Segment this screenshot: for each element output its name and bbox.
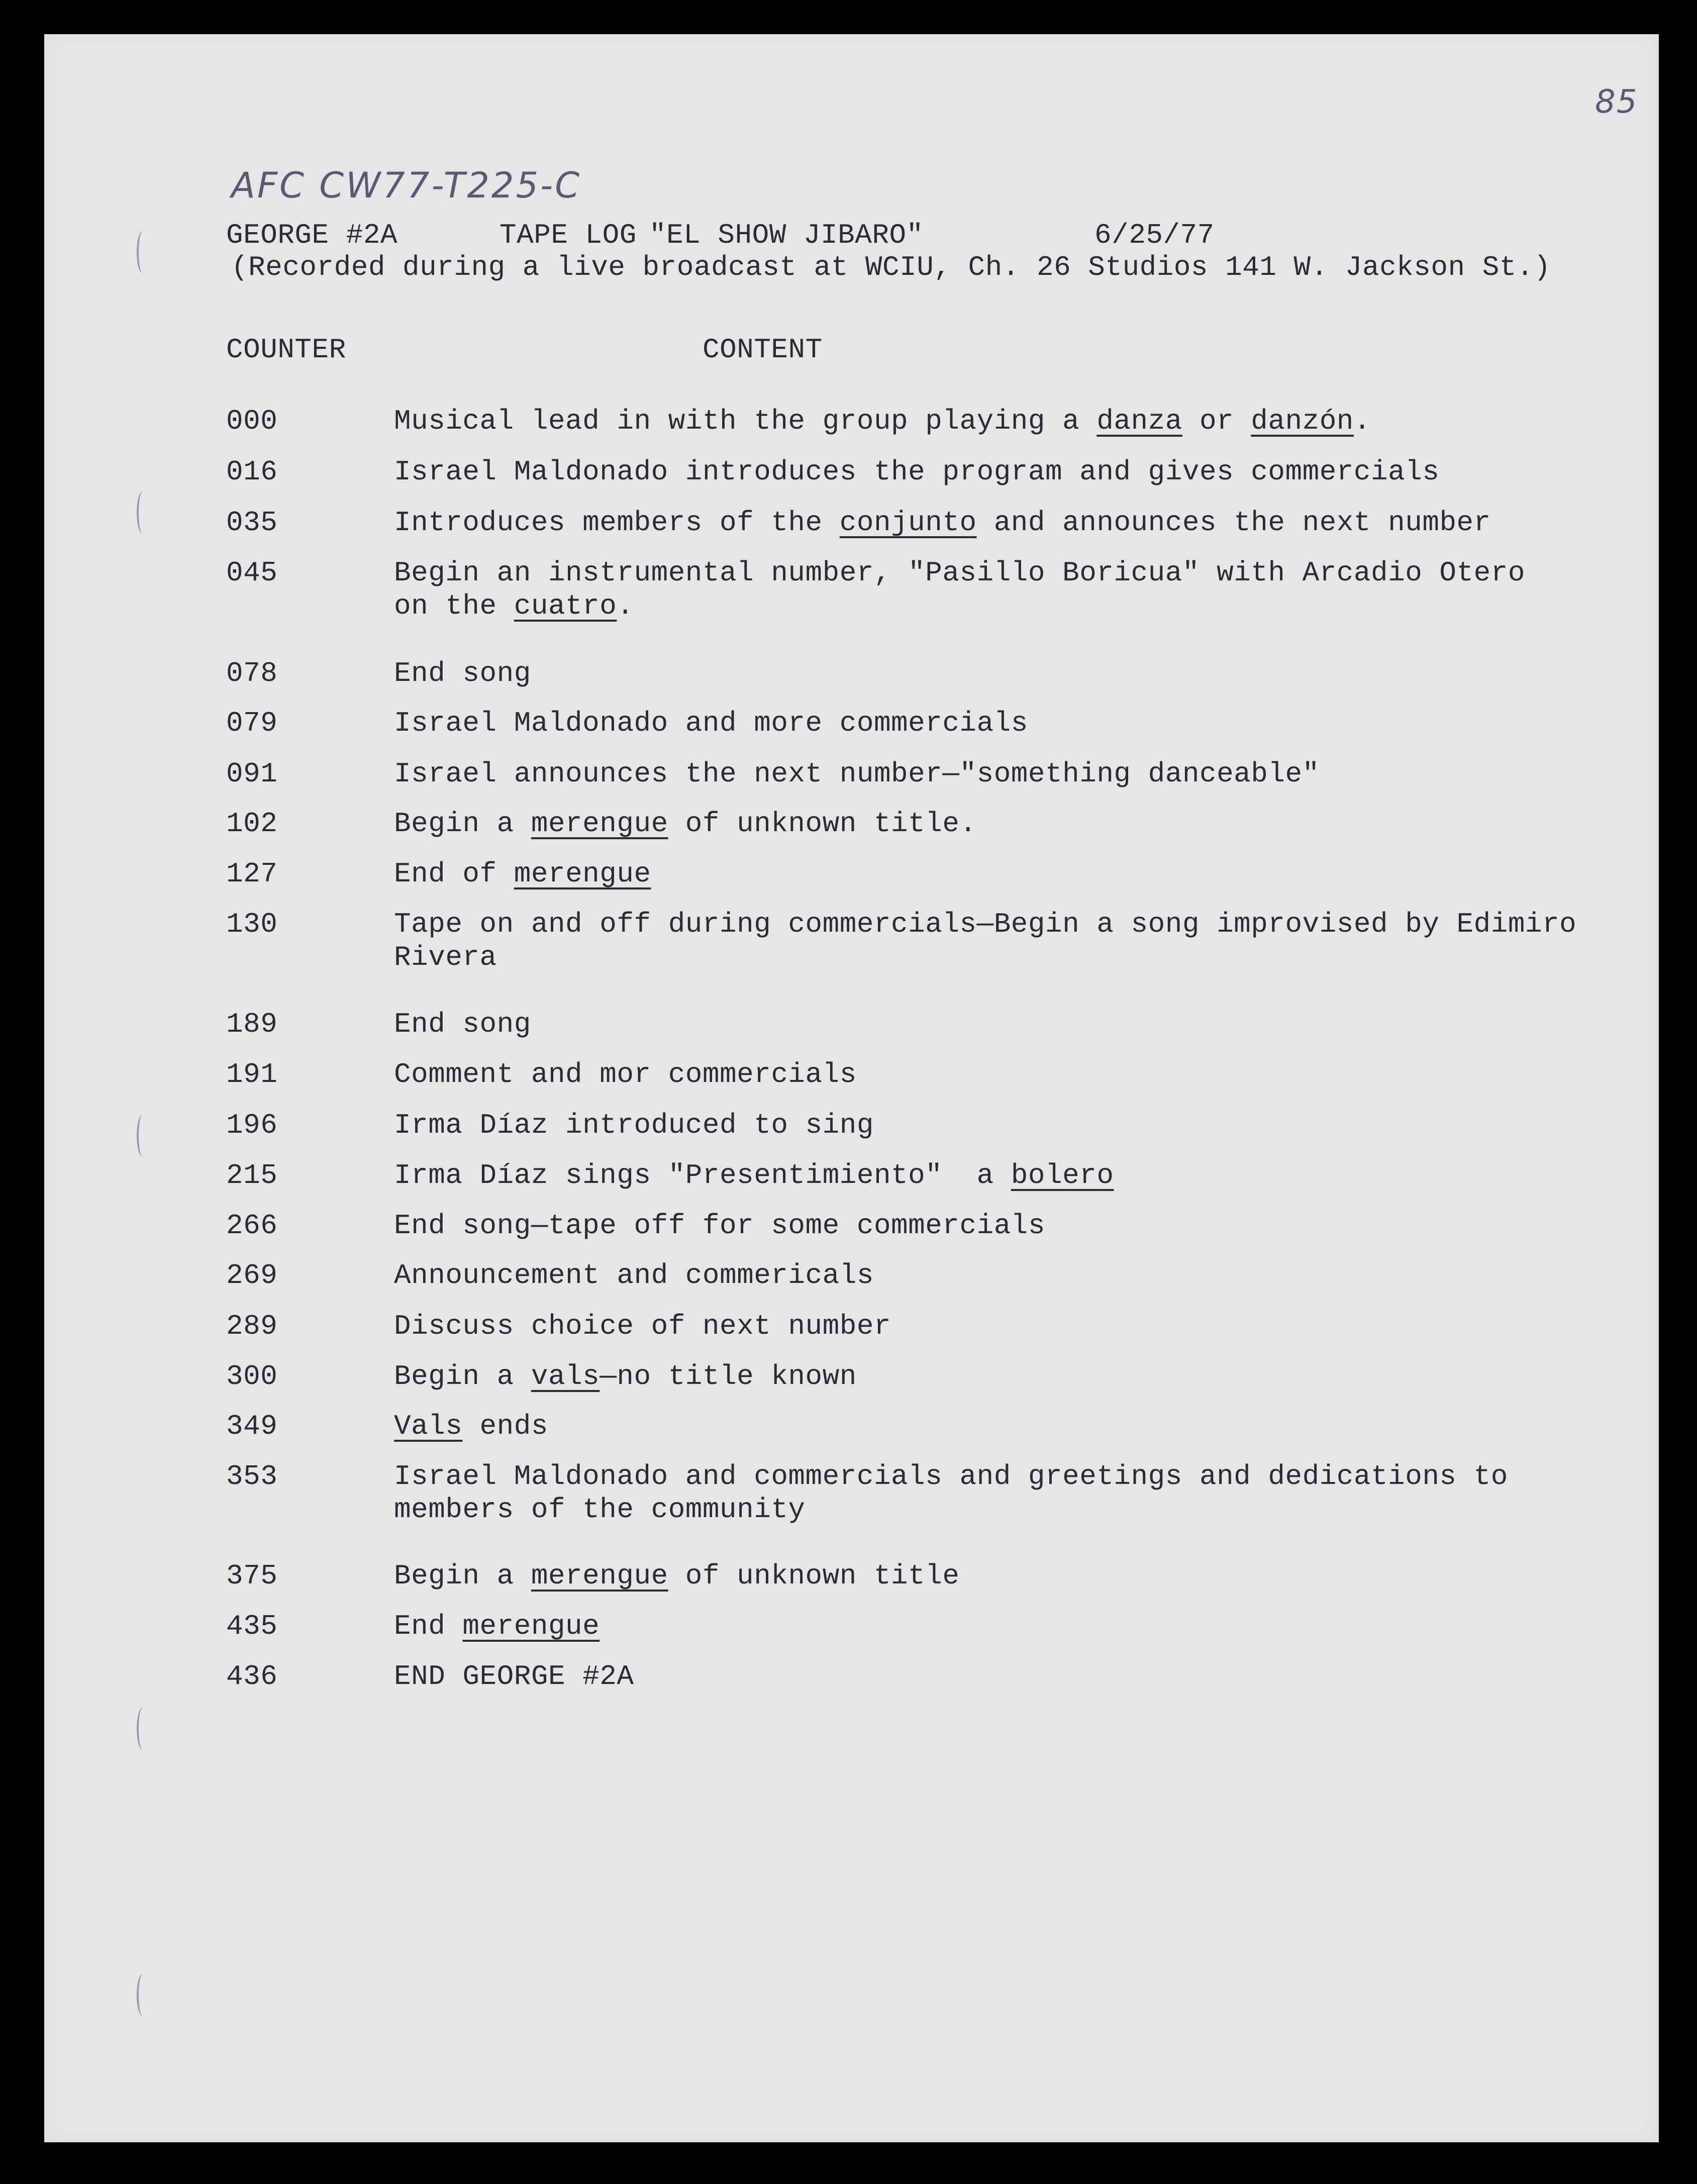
log-content — [394, 1310, 1590, 1343]
log-counter: 191 — [226, 1058, 278, 1090]
log-content — [394, 1209, 1590, 1242]
log-content — [394, 908, 1590, 974]
log-content — [394, 707, 1590, 740]
underlined-term: danzón — [1251, 405, 1354, 437]
log-content — [394, 1109, 1590, 1142]
underlined-term: merengue — [531, 1560, 668, 1592]
content-column-header: CONTENT — [703, 334, 823, 366]
log-content — [394, 506, 1590, 539]
content-text: End of — [394, 858, 514, 890]
log-counter: 353 — [226, 1460, 278, 1493]
content-text: Introduces members of the — [394, 507, 840, 539]
call-number: AFC CW77-T225-C — [231, 165, 582, 206]
document-page — [44, 34, 1659, 2142]
log-counter: 300 — [226, 1360, 278, 1393]
log-content — [394, 757, 1590, 790]
content-text: . — [617, 590, 634, 622]
log-counter: 266 — [226, 1210, 278, 1242]
underlined-term: cuatro — [514, 590, 617, 622]
log-counter: 375 — [226, 1560, 278, 1592]
log-content — [394, 1008, 1590, 1041]
content-text: Israel Maldonado and commercials and greetings and dedications to members of the community — [394, 1460, 1508, 1526]
content-text: Israel Maldonado and more commercials — [394, 707, 1028, 739]
punch-hole-mark — [137, 231, 149, 273]
log-content — [394, 1360, 1590, 1393]
log-counter: 130 — [226, 908, 278, 940]
content-text: Begin an instrumental number, "Pasillo Boricua" with Arcadio Otero on the — [394, 557, 1525, 622]
log-content — [394, 1460, 1590, 1526]
content-text: Musical lead in with the group playing a — [394, 405, 1097, 437]
content-text: ends — [462, 1410, 548, 1442]
content-text: or — [1182, 405, 1251, 437]
log-counter: 016 — [226, 456, 278, 488]
content-text: Israel announces the next number—"something danceable" — [394, 758, 1320, 790]
log-label: TAPE LOG — [500, 219, 637, 251]
content-text: End — [394, 1610, 463, 1642]
log-content — [394, 405, 1590, 438]
log-counter: 000 — [226, 405, 278, 437]
underlined-term: conjunto — [839, 507, 977, 539]
content-text: Begin a — [394, 1560, 531, 1592]
log-content — [394, 1610, 1590, 1643]
content-text: Begin a — [394, 808, 531, 840]
log-content — [394, 1058, 1590, 1091]
log-content — [394, 1259, 1590, 1292]
log-counter: 349 — [226, 1410, 278, 1442]
content-text: Discuss choice of next number — [394, 1310, 891, 1342]
broadcast-note: (Recorded during a live broadcast at WCIU, Ch. 26 Studios 141 W. Jackson St.) — [231, 251, 1551, 283]
log-content — [394, 1410, 1590, 1443]
underlined-term: danza — [1096, 405, 1182, 437]
content-text: of unknown title. — [668, 808, 977, 840]
log-content — [394, 1559, 1590, 1593]
content-text: Israel Maldonado introduces the program and gives commercials — [394, 456, 1440, 488]
content-text: —no title known — [600, 1360, 857, 1393]
punch-hole-mark — [137, 1708, 149, 1750]
content-text: End song — [394, 657, 531, 689]
underlined-term: bolero — [1011, 1159, 1114, 1192]
log-counter: 435 — [226, 1610, 278, 1642]
log-content — [394, 556, 1590, 623]
content-text: END GEORGE #2A — [394, 1660, 634, 1693]
log-counter: 127 — [226, 858, 278, 890]
log-content — [394, 807, 1590, 840]
log-counter: 091 — [226, 758, 278, 790]
underlined-term: vals — [531, 1360, 600, 1393]
log-counter: 102 — [226, 808, 278, 840]
log-content — [394, 1159, 1590, 1192]
log-counter: 045 — [226, 557, 278, 589]
punch-hole-mark — [137, 491, 149, 534]
page-number: 85 — [1595, 83, 1638, 121]
content-text: Irma Díaz introduced to sing — [394, 1109, 874, 1141]
counter-column-header: COUNTER — [226, 334, 346, 366]
log-counter: 078 — [226, 657, 278, 689]
log-content — [394, 857, 1590, 890]
content-text: . — [1353, 405, 1371, 437]
content-text: Begin a — [394, 1360, 531, 1393]
underlined-term: Vals — [394, 1410, 463, 1442]
log-content — [394, 657, 1590, 690]
log-counter: 215 — [226, 1159, 278, 1192]
content-text: and announces the next number — [976, 507, 1491, 539]
punch-hole-mark — [137, 1115, 149, 1157]
content-text: Tape on and off during commercials—Begin a song improvised by Edimiro Rivera — [394, 908, 1577, 973]
log-content — [394, 1660, 1590, 1693]
content-text: End song — [394, 1008, 531, 1040]
log-counter: 189 — [226, 1008, 278, 1040]
log-counter: 269 — [226, 1259, 278, 1292]
show-title: "EL SHOW JIBARO" — [649, 219, 924, 251]
content-text: Comment and mor commercials — [394, 1058, 857, 1090]
underlined-term: merengue — [462, 1610, 600, 1642]
underlined-term: merengue — [514, 858, 651, 890]
content-text: Announcement and commericals — [394, 1259, 874, 1292]
log-counter: 196 — [226, 1109, 278, 1141]
log-counter: 436 — [226, 1660, 278, 1693]
log-content — [394, 455, 1590, 488]
tape-id: GEORGE #2A — [226, 219, 398, 251]
log-counter: 035 — [226, 507, 278, 539]
content-text: of unknown title — [668, 1560, 960, 1592]
log-counter: 289 — [226, 1310, 278, 1342]
content-text: Irma Díaz sings "Presentimiento" a — [394, 1159, 1011, 1192]
underlined-term: merengue — [531, 808, 668, 840]
content-text: End song—tape off for some commercials — [394, 1210, 1046, 1242]
log-counter: 079 — [226, 707, 278, 739]
punch-hole-mark — [137, 1974, 149, 2016]
log-date: 6/25/77 — [1094, 219, 1215, 251]
